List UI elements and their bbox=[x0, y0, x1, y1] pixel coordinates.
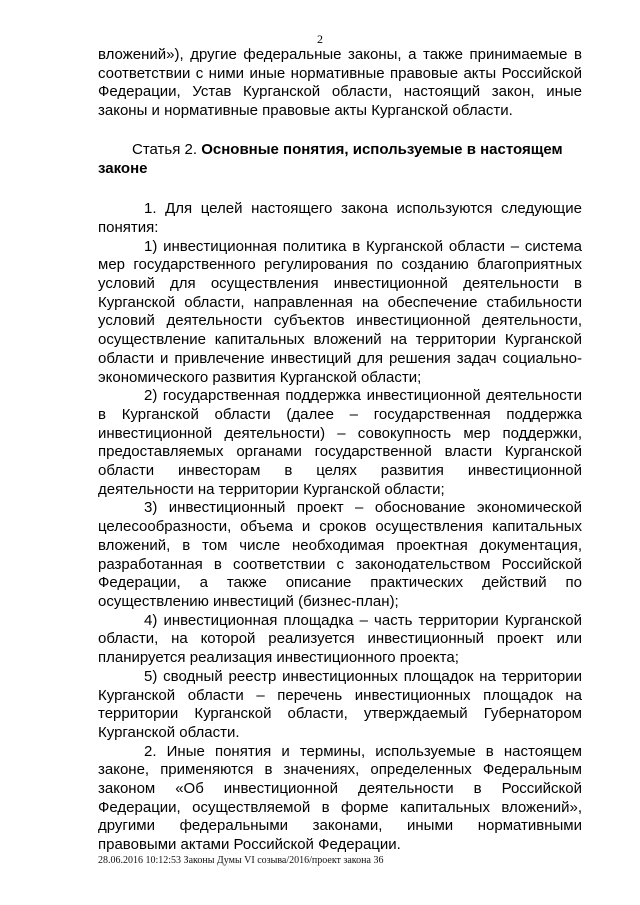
article-title: Основные понятия, используемые в настоящем законе bbox=[98, 140, 563, 177]
page-number: 2 bbox=[317, 32, 323, 46]
document-footer: 28.06.2016 10:12:53 Законы Думы VI созыва/2016/проект закона 36 bbox=[98, 855, 384, 866]
article-heading bbox=[98, 141, 582, 178]
paragraph: 1. Для целей настоящего закона используются следующие понятия: bbox=[98, 200, 582, 236]
paragraph-item-3: 3) инвестиционный проект – обоснование экономической целесообразности, объема и сроков осуществления капитальных вложений, в том числе необходимая проектная документация, разработанная в соответствии с законодательством Российской Федерации, а также описание практических действий по осуществлению инвестиций (бизнес-план); bbox=[98, 499, 582, 610]
paragraph-item-4: 4) инвестиционная площадка – часть территории Курганской области, на которой реализуется инвестиционный проект или планируется реализация инвестиционного проекта; bbox=[98, 611, 582, 667]
paragraph: 2. Иные понятия и термины, используемые в настоящем законе, применяются в значениях, определенных Федеральным законом «Об инвестиционной деятельности в Российской Федерации, осуществляемой в форме капитальных вложений», другими федеральными законами, иными нормативными правовыми актами Российской Федерации. bbox=[98, 742, 582, 854]
article-label: Статья 2. bbox=[132, 140, 198, 158]
paragraph-item-2: 2) государственная поддержка инвестиционной деятельности в Курганской области (далее – государственная поддержка инвестиционной деятельности) – совокупность мер поддержки, предоставляемых органами государственной власти Курганской области инвесторам в целях развития инвестиционной деятельности на территории Курганской области; bbox=[98, 387, 582, 498]
paragraph-item-1: 1) инвестиционная политика в Курганской области – система мер государственного регулирования по созданию благоприятных условий для осуществления инвестиционной деятельности в Курганской области, направленная на обеспечение стабильности условий деятельности субъектов инвестиционной деятельности, осуществление капитальных вложений на территории Курганской области и привлечение инвестиций для решения задач социально-экономического развития Курганской области; bbox=[98, 237, 582, 386]
paragraph-item-5: 5) сводный реестр инвестиционных площадок на территории Курганской области – перечень инвестиционных площадок на территории Курганской области, утверждаемый Губернатором Курганской области. bbox=[98, 667, 582, 741]
document-body bbox=[98, 46, 582, 855]
paragraph-intro: вложений»), другие федеральные законы, а также принимаемые в соответствии с ними иные нормативные правовые акты Российской Федерации, Устав Курганской области, настоящий закон, иные законы и нормативные правовые акты Курганской области. bbox=[98, 46, 582, 120]
